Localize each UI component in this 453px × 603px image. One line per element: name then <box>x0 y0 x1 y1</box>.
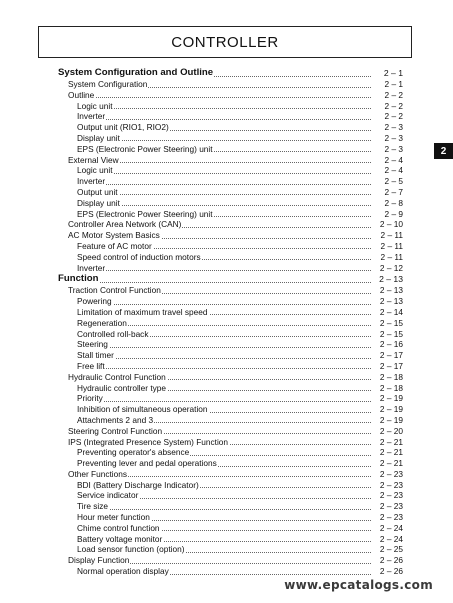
toc-entry-page: 2 – 1 <box>373 79 403 90</box>
toc-entry-page: 2 – 8 <box>373 198 403 209</box>
toc-leader-dots <box>77 368 371 369</box>
toc-entry-label: Chime control function <box>77 522 160 533</box>
toc-entry <box>55 187 403 198</box>
toc-entry-label: Controller Area Network (CAN) <box>68 219 182 230</box>
toc-entry-page: 2 – 4 <box>373 165 403 176</box>
toc-entry <box>55 79 403 90</box>
toc-entry-label: Normal operation display <box>77 566 169 577</box>
toc-entry-label: External View <box>68 154 119 165</box>
toc-entry-label: Outline <box>68 89 95 100</box>
toc-leader-dots <box>77 358 371 359</box>
toc-entry-label: Output unit (RIO1, RIO2) <box>77 122 169 133</box>
toc-leader-dots <box>68 97 371 98</box>
toc-entry-label: Feature of AC motor <box>77 240 152 251</box>
toc-entry <box>55 469 403 480</box>
toc-entry <box>55 415 403 426</box>
toc-entry-page: 2 – 11 <box>373 241 403 252</box>
toc-entry-label: Battery voltage monitor <box>77 533 163 544</box>
toc-entry-label: EPS (Electronic Power Steering) unit <box>77 143 213 154</box>
toc-entry <box>55 133 403 144</box>
toc-entry <box>55 329 403 340</box>
toc-entry <box>55 426 403 437</box>
toc-entry <box>55 296 403 307</box>
toc-entry <box>55 480 403 491</box>
toc-entry-label: Tire size <box>77 501 109 512</box>
toc-entry-label: Preventing operator's absence <box>77 447 190 458</box>
toc-entry-label: Limitation of maximum travel speed <box>77 306 208 317</box>
toc-entry-page: 2 – 15 <box>373 329 403 340</box>
toc-entry-label: AC Motor System Basics <box>68 230 160 241</box>
toc-entry-label: Free lift <box>77 360 105 371</box>
toc-entry-page: 2 – 17 <box>373 350 403 361</box>
toc-entry <box>55 307 403 318</box>
toc-entry-page: 2 – 5 <box>373 176 403 187</box>
toc-entry-page: 2 – 12 <box>373 263 403 274</box>
toc-entry-page: 2 – 21 <box>373 458 403 469</box>
toc-entry <box>55 67 403 79</box>
toc-entry-label: Hydraulic Control Function <box>68 371 166 382</box>
toc-entry <box>55 404 403 415</box>
toc-entry-label: IPS (Integrated Presence System) Function <box>68 436 229 447</box>
toc-entry-page: 2 – 23 <box>373 469 403 480</box>
toc-entry <box>55 501 403 512</box>
toc-entry-page: 2 – 2 <box>373 90 403 101</box>
toc-entry-label: Steering <box>77 339 108 350</box>
toc-entry <box>55 165 403 176</box>
section-tab <box>434 143 453 159</box>
toc-entry <box>55 372 403 383</box>
toc-entry-page: 2 – 19 <box>373 393 403 404</box>
toc-leader-dots <box>77 140 371 141</box>
toc-entry-page: 2 – 19 <box>373 415 403 426</box>
toc-leader-dots <box>77 194 371 195</box>
toc-entry-label: Traction Control Function <box>68 285 161 296</box>
toc-leader-dots <box>58 282 371 283</box>
toc-leader-dots <box>77 108 371 109</box>
toc-entry-label: Regeneration <box>77 317 127 328</box>
toc-entry-label: Service indicator <box>77 490 139 501</box>
toc-entry-label: Powering <box>77 296 112 307</box>
section-tab-number: 2 <box>440 145 447 157</box>
toc-entry-label: BDI (Battery Discharge Indicator) <box>77 479 199 490</box>
toc-entry-page: 2 – 11 <box>373 230 403 241</box>
toc-entry-label: Stall timer <box>77 350 114 361</box>
toc-entry <box>55 523 403 534</box>
page-title: CONTROLLER <box>171 33 279 51</box>
toc-entry <box>55 252 403 263</box>
toc-entry-label: Controlled roll-back <box>77 328 149 339</box>
toc-entry-page: 2 – 16 <box>373 339 403 350</box>
toc-entry-page: 2 – 23 <box>373 490 403 501</box>
toc-entry <box>55 512 403 523</box>
toc-entry-page: 2 – 26 <box>373 566 403 577</box>
toc-entry-page: 2 – 9 <box>373 209 403 220</box>
toc-entry-page: 2 – 7 <box>373 187 403 198</box>
toc-entry-label: Display Function <box>68 555 130 566</box>
toc-entry-label: Inverter <box>77 262 106 273</box>
toc-leader-dots <box>77 509 371 510</box>
toc-entry-page: 2 – 13 <box>373 273 403 285</box>
toc-entry <box>55 90 403 101</box>
toc-entry <box>55 534 403 545</box>
table-of-contents <box>55 67 403 577</box>
toc-entry-label: Display unit <box>77 197 120 208</box>
toc-entry-page: 2 – 21 <box>373 447 403 458</box>
toc-entry-page: 2 – 10 <box>373 219 403 230</box>
toc-entry-label: System Configuration <box>68 79 148 89</box>
toc-entry <box>55 437 403 448</box>
toc-entry-page: 2 – 14 <box>373 307 403 318</box>
toc-entry <box>55 285 403 296</box>
toc-entry-page: 2 – 3 <box>373 144 403 155</box>
toc-entry-page: 2 – 23 <box>373 501 403 512</box>
page-title-box <box>38 26 412 58</box>
toc-entry-label: Priority <box>77 393 103 404</box>
toc-entry <box>55 219 403 230</box>
toc-leader-dots <box>77 184 371 185</box>
toc-entry-label: Speed control of induction motors <box>77 251 201 262</box>
toc-entry-label: Steering Control Function <box>68 425 163 436</box>
toc-entry <box>55 209 403 220</box>
toc-entry <box>55 198 403 209</box>
toc-entry-label: Hour meter function <box>77 512 150 523</box>
toc-entry-label: Logic unit <box>77 165 113 176</box>
toc-entry-label: Hydraulic controller type <box>77 382 166 393</box>
toc-entry-label: Inhibition of simultaneous operation <box>77 404 208 415</box>
toc-entry <box>55 230 403 241</box>
toc-entry-page: 2 – 2 <box>373 111 403 122</box>
toc-entry <box>55 241 403 252</box>
toc-entry-label: Preventing lever and pedal operations <box>77 458 217 469</box>
toc-entry-label: Output unit <box>77 186 118 197</box>
toc-entry-label: System Configuration and Outline <box>58 67 214 78</box>
toc-entry-page: 2 – 25 <box>373 544 403 555</box>
toc-entry <box>55 144 403 155</box>
toc-entry <box>55 447 403 458</box>
toc-entry-page: 2 – 18 <box>373 372 403 383</box>
toc-entry <box>55 555 403 566</box>
toc-entry-label: Inverter <box>77 111 106 122</box>
toc-entry-page: 2 – 3 <box>373 122 403 133</box>
toc-entry <box>55 383 403 394</box>
toc-leader-dots <box>77 119 371 120</box>
toc-entry <box>55 458 403 469</box>
toc-entry <box>55 566 403 577</box>
toc-entry <box>55 490 403 501</box>
toc-entry-label: Function <box>58 273 99 285</box>
toc-entry-page: 2 – 18 <box>373 383 403 394</box>
watermark: www.epcatalogs.com <box>284 578 433 592</box>
toc-entry <box>55 361 403 372</box>
toc-entry-label: Attachments 2 and 3 <box>77 414 154 425</box>
toc-entry <box>55 122 403 133</box>
toc-entry-page: 2 – 13 <box>373 296 403 307</box>
toc-leader-dots <box>77 401 371 402</box>
toc-entry-page: 2 – 11 <box>373 252 403 263</box>
toc-entry-page: 2 – 26 <box>373 555 403 566</box>
toc-leader-dots <box>77 347 371 348</box>
toc-entry-page: 2 – 4 <box>373 155 403 166</box>
toc-entry-page: 2 – 2 <box>373 101 403 112</box>
toc-entry-page: 2 – 23 <box>373 480 403 491</box>
toc-leader-dots <box>77 304 371 305</box>
toc-entry-label: Inverter <box>77 176 106 187</box>
toc-entry-page: 2 – 1 <box>373 67 403 79</box>
toc-entry <box>55 176 403 187</box>
toc-entry-page: 2 – 24 <box>373 523 403 534</box>
toc-leader-dots <box>77 270 371 271</box>
toc-entry <box>55 273 403 285</box>
toc-entry-label: Logic unit <box>77 100 113 111</box>
toc-entry <box>55 339 403 350</box>
toc-leader-dots <box>77 205 371 206</box>
toc-entry-page: 2 – 19 <box>373 404 403 415</box>
toc-entry <box>55 318 403 329</box>
toc-entry-label: Load sensor function (option) <box>77 544 185 555</box>
toc-entry-page: 2 – 20 <box>373 426 403 437</box>
toc-entry-label: Other Functions <box>68 468 128 479</box>
toc-entry-page: 2 – 13 <box>373 285 403 296</box>
toc-entry-page: 2 – 3 <box>373 133 403 144</box>
toc-entry-page: 2 – 24 <box>373 534 403 545</box>
toc-entry <box>55 155 403 166</box>
toc-entry <box>55 350 403 361</box>
toc-entry <box>55 263 403 274</box>
toc-entry <box>55 101 403 112</box>
toc-entry <box>55 393 403 404</box>
toc-entry-page: 2 – 15 <box>373 318 403 329</box>
toc-entry-label: EPS (Electronic Power Steering) unit <box>77 208 213 219</box>
toc-entry-label: Display unit <box>77 132 120 143</box>
toc-entry-page: 2 – 17 <box>373 361 403 372</box>
toc-entry <box>55 111 403 122</box>
toc-entry-page: 2 – 23 <box>373 512 403 523</box>
toc-entry <box>55 544 403 555</box>
toc-entry-page: 2 – 21 <box>373 437 403 448</box>
toc-leader-dots <box>77 173 371 174</box>
